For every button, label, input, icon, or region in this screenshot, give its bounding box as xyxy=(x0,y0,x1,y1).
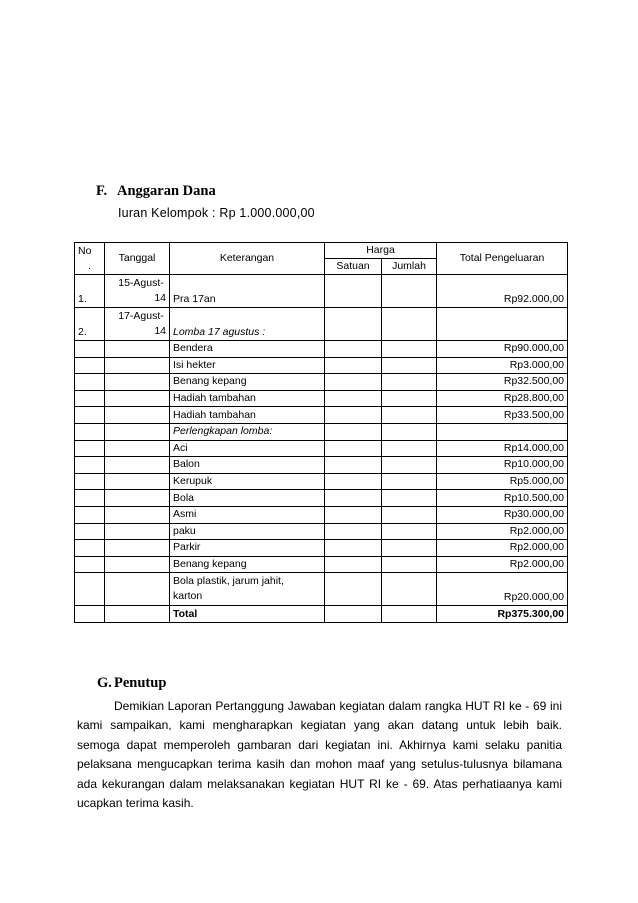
table-row xyxy=(75,374,568,391)
row-jumlah xyxy=(382,308,437,341)
row-no xyxy=(75,556,105,573)
row-total xyxy=(437,423,568,440)
row-total: Rp2.000,00 xyxy=(437,523,568,540)
table-row xyxy=(75,341,568,358)
row-satuan xyxy=(325,308,382,341)
row-jumlah xyxy=(382,573,437,606)
header-harga: Harga xyxy=(325,243,437,259)
table-row xyxy=(75,308,568,341)
row-keterangan: Asmi xyxy=(170,506,325,523)
row-jumlah xyxy=(382,440,437,457)
row-jumlah xyxy=(382,457,437,474)
row-tanggal xyxy=(105,473,170,490)
table-row xyxy=(75,390,568,407)
table-row xyxy=(75,357,568,374)
row-keterangan: Balon xyxy=(170,457,325,474)
row-total: Rp33.500,00 xyxy=(437,407,568,424)
row-jumlah xyxy=(382,523,437,540)
table-row xyxy=(75,523,568,540)
row-tanggal: 17-Agust- 14 xyxy=(105,308,170,341)
table-row xyxy=(75,540,568,557)
row-tanggal xyxy=(105,506,170,523)
row-total: Rp32.500,00 xyxy=(437,374,568,391)
row-jumlah xyxy=(382,275,437,308)
penutup-paragraph xyxy=(77,697,562,813)
row-tanggal xyxy=(105,606,170,623)
row-tanggal xyxy=(105,523,170,540)
row-tanggal xyxy=(105,390,170,407)
row-tanggal xyxy=(105,540,170,557)
row-jumlah xyxy=(382,540,437,557)
row-jumlah xyxy=(382,390,437,407)
row-keterangan: Bola xyxy=(170,490,325,507)
row-tanggal xyxy=(105,341,170,358)
row-no xyxy=(75,423,105,440)
table-row xyxy=(75,440,568,457)
row-no xyxy=(75,573,105,606)
table-total-row xyxy=(75,606,568,623)
row-no xyxy=(75,473,105,490)
total-value: Rp375.300,00 xyxy=(437,606,568,623)
section-g-number: G. xyxy=(97,675,112,691)
row-satuan xyxy=(325,473,382,490)
row-jumlah xyxy=(382,423,437,440)
header-satuan: Satuan xyxy=(325,259,382,275)
row-total xyxy=(437,308,568,341)
row-satuan xyxy=(325,440,382,457)
table-row xyxy=(75,473,568,490)
row-satuan xyxy=(325,423,382,440)
row-satuan xyxy=(325,506,382,523)
row-satuan xyxy=(325,523,382,540)
row-jumlah xyxy=(382,606,437,623)
table-header-row xyxy=(75,243,568,259)
row-total: Rp5.000,00 xyxy=(437,473,568,490)
row-tanggal xyxy=(105,573,170,606)
table-row xyxy=(75,573,568,606)
table-row xyxy=(75,275,568,308)
row-no xyxy=(75,506,105,523)
row-no xyxy=(75,390,105,407)
row-keterangan: Isi hekter xyxy=(170,357,325,374)
section-f-title: Anggaran Dana xyxy=(117,183,216,199)
row-no xyxy=(75,606,105,623)
row-jumlah xyxy=(382,341,437,358)
row-tanggal xyxy=(105,407,170,424)
row-keterangan: Aci xyxy=(170,440,325,457)
row-total: Rp92.000,00 xyxy=(437,275,568,308)
row-total: Rp2.000,00 xyxy=(437,556,568,573)
section-g-title: Penutup xyxy=(114,675,167,691)
penutup-text: Demikian Laporan Pertanggung Jawaban kegiatan dalam rangka HUT RI ke - 69 ini kami sampaikan, kami mengharapkan kegiatan yang akan datang untuk lebih baik. semoga dapat memperoleh gambaran dari kegiatan ini. Akhirnya kami selaku panitia pelaksana mengucapkan terima kasih dan mohon maaf yang setulus-tulusnya bilamana ada kekurangan dalam melaksanakan kegiatan HUT RI ke - 69. Atas perhatiaanya kami ucapkan terima kasih. xyxy=(77,699,562,811)
row-no xyxy=(75,457,105,474)
header-keterangan: Keterangan xyxy=(170,243,325,275)
row-total: Rp14.000,00 xyxy=(437,440,568,457)
table-row xyxy=(75,423,568,440)
row-total: Rp2.000,00 xyxy=(437,540,568,557)
iuran-kelompok-text: Iuran Kelompok : Rp 1.000.000,00 xyxy=(118,206,315,220)
row-satuan xyxy=(325,490,382,507)
row-satuan xyxy=(325,390,382,407)
section-f-heading xyxy=(96,183,216,200)
section-f-number: F. xyxy=(96,183,108,199)
row-no: 1. xyxy=(75,275,105,308)
row-keterangan: Kerupuk xyxy=(170,473,325,490)
row-no xyxy=(75,341,105,358)
row-jumlah xyxy=(382,407,437,424)
row-tanggal: 15-Agust- 14 xyxy=(105,275,170,308)
row-total: Rp10.000,00 xyxy=(437,457,568,474)
row-keterangan: Pra 17an xyxy=(170,275,325,308)
row-no: 2. xyxy=(75,308,105,341)
row-no xyxy=(75,490,105,507)
row-no xyxy=(75,440,105,457)
row-keterangan: Lomba 17 agustus : xyxy=(170,308,325,341)
row-tanggal xyxy=(105,423,170,440)
table-row xyxy=(75,490,568,507)
row-jumlah xyxy=(382,473,437,490)
row-no xyxy=(75,407,105,424)
row-satuan xyxy=(325,556,382,573)
row-keterangan: Parkir xyxy=(170,540,325,557)
row-total: Rp30.000,00 xyxy=(437,506,568,523)
row-jumlah xyxy=(382,357,437,374)
row-satuan xyxy=(325,540,382,557)
row-jumlah xyxy=(382,490,437,507)
row-no xyxy=(75,540,105,557)
row-tanggal xyxy=(105,457,170,474)
row-tanggal xyxy=(105,374,170,391)
header-total-pengeluaran: Total Pengeluaran xyxy=(437,243,568,275)
row-tanggal xyxy=(105,440,170,457)
row-no xyxy=(75,523,105,540)
row-keterangan: paku xyxy=(170,523,325,540)
total-label: Total xyxy=(170,606,325,623)
row-satuan xyxy=(325,341,382,358)
row-total: Rp28.800,00 xyxy=(437,390,568,407)
header-jumlah: Jumlah xyxy=(382,259,437,275)
row-total: Rp20.000,00 xyxy=(437,573,568,606)
row-total: Rp90.000,00 xyxy=(437,341,568,358)
row-keterangan: Perlengkapan lomba: xyxy=(170,423,325,440)
row-keterangan: Bendera xyxy=(170,341,325,358)
row-no xyxy=(75,374,105,391)
row-keterangan: Hadiah tambahan xyxy=(170,390,325,407)
row-satuan xyxy=(325,374,382,391)
table-row xyxy=(75,457,568,474)
row-keterangan: Benang kepang xyxy=(170,556,325,573)
row-tanggal xyxy=(105,556,170,573)
header-tanggal: Tanggal xyxy=(105,243,170,275)
budget-table xyxy=(74,242,568,623)
row-satuan xyxy=(325,275,382,308)
table-row xyxy=(75,407,568,424)
section-g-heading xyxy=(97,675,166,692)
row-keterangan: Benang kepang xyxy=(170,374,325,391)
table-row xyxy=(75,506,568,523)
row-keterangan: Hadiah tambahan xyxy=(170,407,325,424)
row-keterangan: Bola plastik, jarum jahit, karton xyxy=(170,573,325,606)
row-satuan xyxy=(325,407,382,424)
row-satuan xyxy=(325,457,382,474)
row-total: Rp10.500,00 xyxy=(437,490,568,507)
row-jumlah xyxy=(382,506,437,523)
row-tanggal xyxy=(105,357,170,374)
row-no xyxy=(75,357,105,374)
header-no: No . xyxy=(75,243,105,275)
row-satuan xyxy=(325,573,382,606)
row-jumlah xyxy=(382,374,437,391)
row-total: Rp3.000,00 xyxy=(437,357,568,374)
row-tanggal xyxy=(105,490,170,507)
row-satuan xyxy=(325,357,382,374)
table-row xyxy=(75,556,568,573)
row-satuan xyxy=(325,606,382,623)
row-jumlah xyxy=(382,556,437,573)
